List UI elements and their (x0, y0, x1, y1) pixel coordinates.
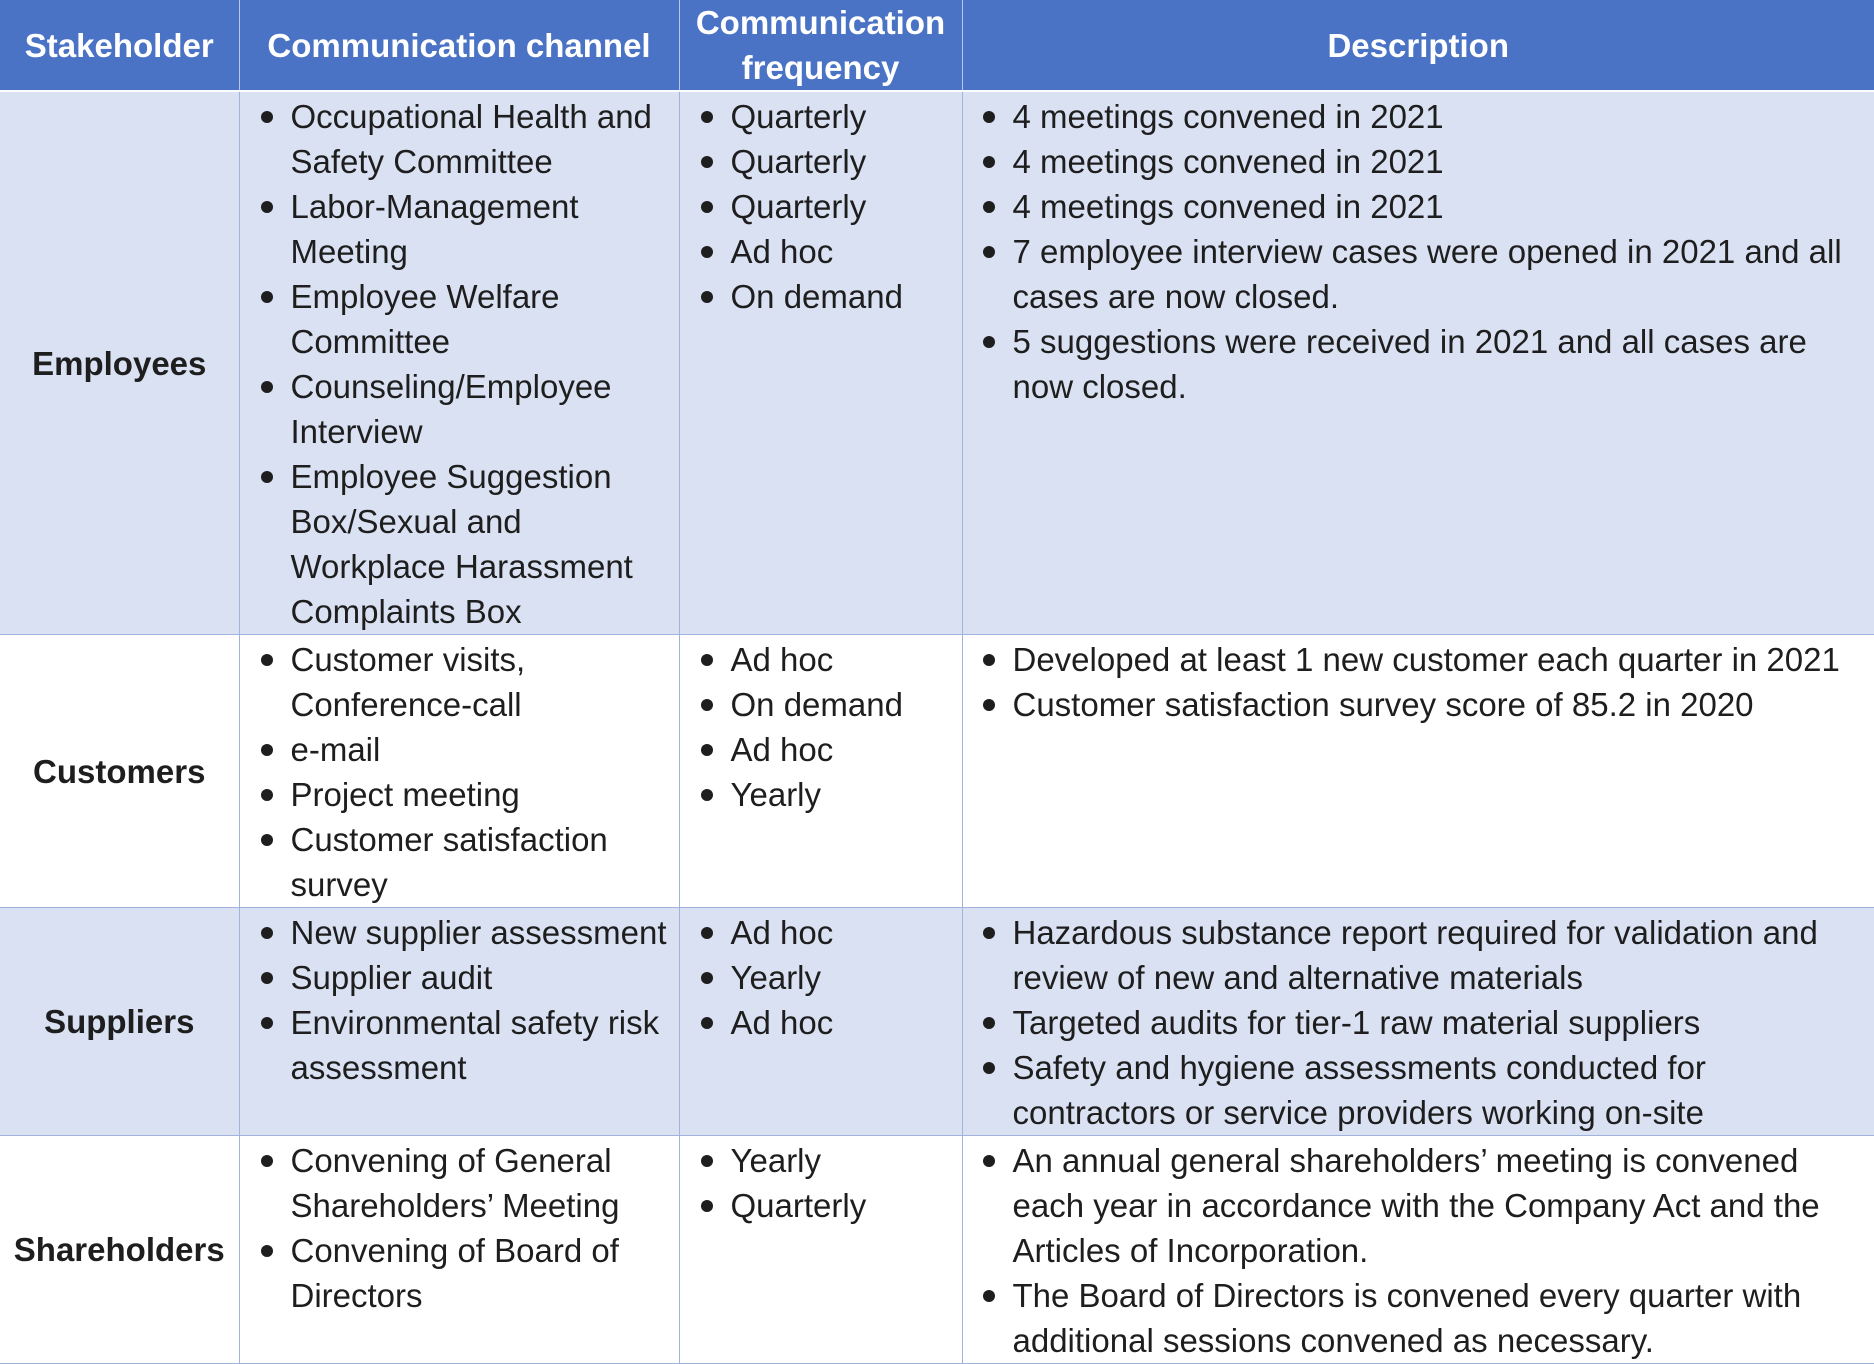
channel-item: Employee Welfare Committee (240, 274, 667, 364)
frequency-item: Ad hoc (680, 637, 950, 682)
row-suppliers (0, 908, 1874, 1136)
bullet-icon (261, 744, 273, 756)
bullet-icon (701, 972, 713, 984)
description-item: 4 meetings convened in 2021 (963, 184, 1863, 229)
channel-item: Environmental safety risk assessment (240, 1000, 667, 1090)
bullet-icon (983, 1290, 995, 1302)
channel-list (240, 635, 679, 907)
bullet-icon (701, 789, 713, 801)
description-cell (962, 1136, 1874, 1364)
channel-item: Customer visits, Conference-call (240, 637, 667, 727)
stakeholder-cell: Shareholders (0, 1136, 239, 1364)
frequency-list (680, 908, 962, 1045)
description-item: An annual general shareholders’ meeting is convened each year in accordance with the Company Act and the Articles of Incorporation. (963, 1138, 1863, 1273)
channel-item: Occupational Health and Safety Committee (240, 94, 667, 184)
bullet-icon (261, 834, 273, 846)
header-description: Description (962, 0, 1874, 91)
frequency-item: Ad hoc (680, 1000, 950, 1045)
description-list (963, 635, 1874, 727)
header-communication-channel: Communication channel (239, 0, 679, 91)
bullet-icon (261, 1155, 273, 1167)
bullet-icon (701, 246, 713, 258)
description-item: 7 employee interview cases were opened in 2021 and all cases are now closed. (963, 229, 1863, 319)
description-list (963, 92, 1874, 409)
bullet-icon (983, 699, 995, 711)
description-item: 4 meetings convened in 2021 (963, 139, 1863, 184)
bullet-icon (261, 654, 273, 666)
description-item: Customer satisfaction survey score of 85.2 in 2020 (963, 682, 1863, 727)
description-cell (962, 91, 1874, 635)
channel-list (240, 1136, 679, 1318)
frequency-cell (679, 91, 962, 635)
channel-item: e-mail (240, 727, 667, 772)
channel-list (240, 908, 679, 1090)
frequency-item: Ad hoc (680, 727, 950, 772)
frequency-item: On demand (680, 274, 950, 319)
table-header (0, 0, 1874, 91)
bullet-icon (261, 1245, 273, 1257)
bullet-icon (983, 246, 995, 258)
bullet-icon (701, 156, 713, 168)
channel-item: Supplier audit (240, 955, 667, 1000)
bullet-icon (983, 111, 995, 123)
bullet-icon (983, 927, 995, 939)
channel-cell (239, 908, 679, 1136)
bullet-icon (983, 336, 995, 348)
table-body (0, 91, 1874, 1364)
frequency-item: Yearly (680, 955, 950, 1000)
bullet-icon (701, 744, 713, 756)
channel-item: Convening of General Shareholders’ Meeting (240, 1138, 667, 1228)
frequency-item: Yearly (680, 772, 950, 817)
row-employees (0, 91, 1874, 635)
description-list (963, 1136, 1874, 1363)
bullet-icon (701, 654, 713, 666)
description-item: Developed at least 1 new customer each quarter in 2021 (963, 637, 1863, 682)
frequency-cell (679, 1136, 962, 1364)
stakeholder-cell: Employees (0, 91, 239, 635)
bullet-icon (261, 789, 273, 801)
header-row (0, 0, 1874, 91)
row-customers (0, 635, 1874, 908)
channel-item: Project meeting (240, 772, 667, 817)
bullet-icon (701, 201, 713, 213)
bullet-icon (983, 654, 995, 666)
row-shareholders (0, 1136, 1874, 1364)
bullet-icon (701, 1200, 713, 1212)
frequency-list (680, 635, 962, 817)
bullet-icon (261, 972, 273, 984)
channel-item: Convening of Board of Directors (240, 1228, 667, 1318)
frequency-item: Quarterly (680, 94, 950, 139)
channel-item: Labor-Management Meeting (240, 184, 667, 274)
bullet-icon (701, 1155, 713, 1167)
channel-item: Employee Suggestion Box/Sexual and Workplace Harassment Complaints Box (240, 454, 667, 634)
frequency-cell (679, 635, 962, 908)
stakeholder-cell: Suppliers (0, 908, 239, 1136)
bullet-icon (261, 927, 273, 939)
channel-item: Counseling/Employee Interview (240, 364, 667, 454)
frequency-item: Quarterly (680, 139, 950, 184)
bullet-icon (983, 201, 995, 213)
description-item: Hazardous substance report required for validation and review of new and alternative materials (963, 910, 1863, 1000)
description-item: 4 meetings convened in 2021 (963, 94, 1863, 139)
channel-cell (239, 1136, 679, 1364)
frequency-item: Ad hoc (680, 229, 950, 274)
frequency-list (680, 92, 962, 319)
frequency-cell (679, 908, 962, 1136)
channel-item: New supplier assessment (240, 910, 667, 955)
channel-cell (239, 91, 679, 635)
channel-item: Customer satisfaction survey (240, 817, 667, 907)
frequency-item: Yearly (680, 1138, 950, 1183)
bullet-icon (983, 1062, 995, 1074)
stakeholder-cell: Customers (0, 635, 239, 908)
frequency-item: Quarterly (680, 1183, 950, 1228)
description-cell (962, 908, 1874, 1136)
frequency-item: On demand (680, 682, 950, 727)
description-item: Safety and hygiene assessments conducted for contractors or service providers working on-site (963, 1045, 1863, 1135)
header-stakeholder: Stakeholder (0, 0, 239, 91)
bullet-icon (983, 1155, 995, 1167)
bullet-icon (701, 111, 713, 123)
header-communication-frequency: Communication frequency (679, 0, 962, 91)
bullet-icon (261, 111, 273, 123)
description-item: 5 suggestions were received in 2021 and all cases are now closed. (963, 319, 1863, 409)
bullet-icon (261, 201, 273, 213)
bullet-icon (261, 471, 273, 483)
channel-list (240, 92, 679, 634)
frequency-item: Ad hoc (680, 910, 950, 955)
bullet-icon (701, 927, 713, 939)
frequency-item: Quarterly (680, 184, 950, 229)
bullet-icon (983, 1017, 995, 1029)
frequency-list (680, 1136, 962, 1228)
bullet-icon (983, 156, 995, 168)
bullet-icon (261, 291, 273, 303)
bullet-icon (701, 1017, 713, 1029)
bullet-icon (261, 381, 273, 393)
bullet-icon (701, 291, 713, 303)
channel-cell (239, 635, 679, 908)
description-item: The Board of Directors is convened every quarter with additional sessions convened as necessary. (963, 1273, 1863, 1363)
bullet-icon (261, 1017, 273, 1029)
description-item: Targeted audits for tier-1 raw material suppliers (963, 1000, 1863, 1045)
bullet-icon (701, 699, 713, 711)
description-list (963, 908, 1874, 1135)
description-cell (962, 635, 1874, 908)
